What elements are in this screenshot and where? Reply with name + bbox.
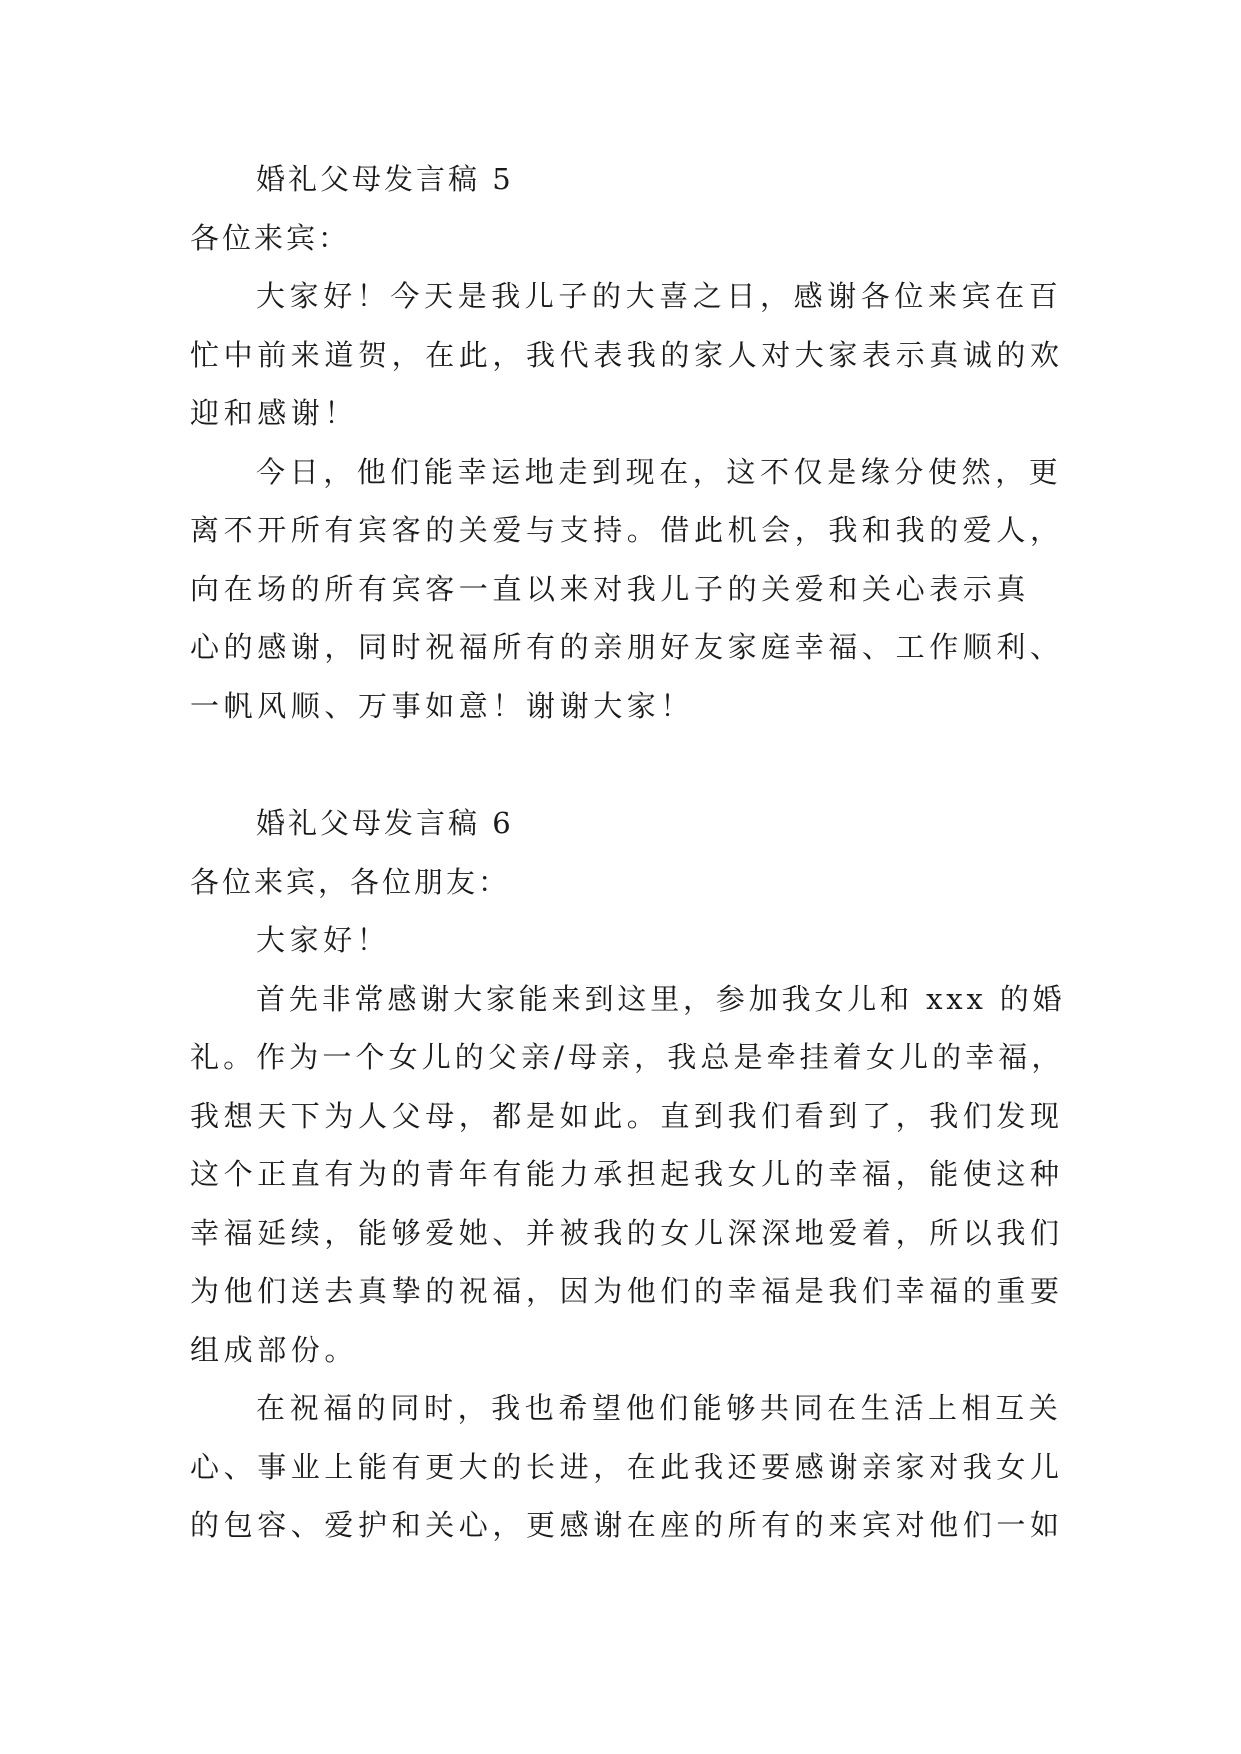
- text-line: 礼。作为一个女儿的父亲/母亲，我总是牵挂着女儿的幸福，: [190, 1040, 1065, 1074]
- text-line: 一帆风顺、万事如意！谢谢大家！: [190, 688, 695, 723]
- text-line: 大家好！今天是我儿子的大喜之日，感谢各位来宾在百: [256, 279, 1063, 313]
- text-line: 我想天下为人父母，都是如此。直到我们看到了，我们发现: [190, 1098, 1064, 1133]
- paragraph: [190, 267, 1070, 443]
- text-line: 大家好！: [256, 923, 391, 957]
- speech-section-6: [190, 794, 1070, 1555]
- section-heading: 婚礼父母发言稿 5: [256, 162, 514, 196]
- text-line: 心、事业上能有更大的长进，在此我还要感谢亲家对我女儿: [190, 1449, 1064, 1484]
- text-line: 组成部份。: [190, 1332, 359, 1367]
- paragraph: [190, 970, 1070, 1380]
- text-line: 今日，他们能幸运地走到现在，这不仅是缘分使然，更: [256, 454, 1063, 489]
- text-line: 迎和感谢！: [190, 396, 359, 430]
- section-heading: 婚礼父母发言稿 6: [256, 806, 514, 840]
- text-line: 忙中前来道贺，在此，我代表我的家人对大家表示真诚的欢: [190, 337, 1064, 372]
- text-line: 这个正直有为的青年有能力承担起我女儿的幸福，能使这种: [190, 1157, 1064, 1191]
- text-line: 向在场的所有宾客一直以来对我儿子的关爱和关心表示真: [190, 571, 1031, 606]
- text-line: 在祝福的同时，我也希望他们能够共同在生活上相互关: [256, 1391, 1063, 1425]
- speech-section-5: [190, 150, 1070, 735]
- document-page: [190, 150, 1070, 1555]
- salutation: 各位来宾，各位朋友：: [190, 864, 511, 899]
- text-line: 的包容、爱护和关心，更感谢在座的所有的来宾对他们一如: [190, 1508, 1064, 1542]
- paragraph: [190, 911, 1070, 970]
- text-line: 首先非常感谢大家能来到这里，参加我女儿和 xxx 的婚: [256, 981, 1066, 1016]
- salutation: 各位来宾：: [190, 220, 351, 255]
- text-line: 为他们送去真挚的祝福，因为他们的幸福是我们幸福的重要: [190, 1274, 1064, 1308]
- text-line: 离不开所有宾客的关爱与支持。借此机会，我和我的爱人，: [190, 513, 1064, 547]
- text-line: 心的感谢，同时祝福所有的亲朋好友家庭幸福、工作顺利、: [190, 630, 1064, 664]
- text-line: 幸福延续，能够爱她、并被我的女儿深深地爱着，所以我们: [190, 1215, 1064, 1250]
- paragraph: [190, 1379, 1070, 1555]
- paragraph: [190, 443, 1070, 736]
